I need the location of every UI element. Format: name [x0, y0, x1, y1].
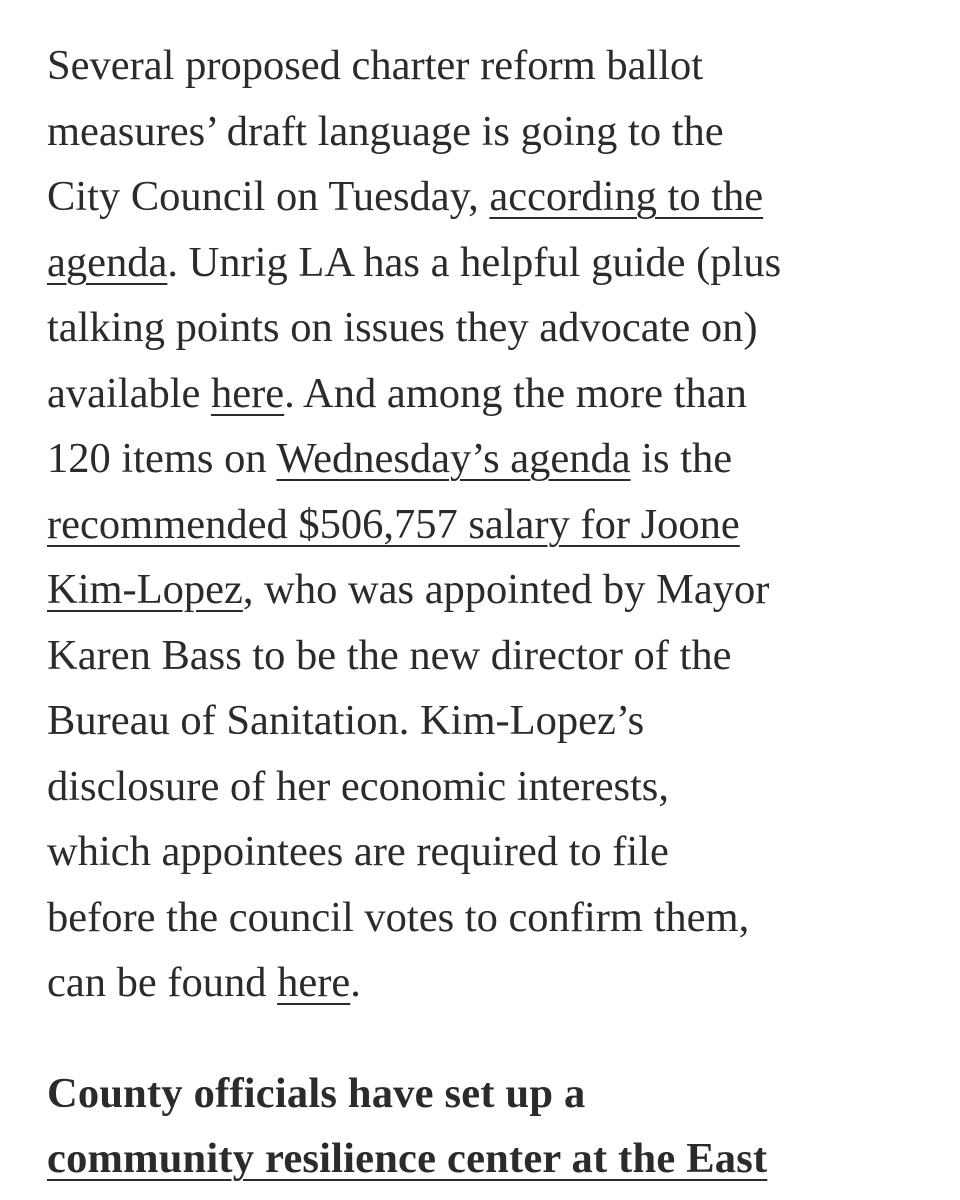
- text-line: [47, 361, 947, 427]
- text-line: County officials have set up a: [47, 1069, 586, 1117]
- text-line: [47, 950, 947, 1016]
- link-according-to-the-agenda[interactable]: agenda: [47, 238, 168, 286]
- paragraph-resilience-center: [47, 1061, 947, 1192]
- text-segment: .: [350, 959, 361, 1006]
- link-community-resilience-center[interactable]: community resilience center at the East: [47, 1135, 768, 1182]
- text-line: measures’ draft language is going to the: [47, 107, 724, 155]
- link-wednesdays-agenda[interactable]: Wednesday’s agenda: [276, 435, 631, 482]
- text-segment: can be found: [47, 959, 278, 1006]
- text-segment: is the: [630, 435, 733, 482]
- link-according-to-the-agenda[interactable]: according to the: [489, 173, 764, 220]
- text-segment: . And among the more than: [284, 369, 747, 417]
- text-line: Several proposed charter reform ballot: [47, 42, 704, 89]
- text-segment: City Council on Tuesday,: [47, 173, 490, 220]
- text-segment: available: [47, 369, 212, 417]
- text-line: [47, 1126, 947, 1192]
- text-segment: . Unrig LA has a helpful guide (plus: [167, 238, 782, 286]
- text-line: which appointees are required to file: [47, 828, 669, 875]
- text-segment: 120 items on: [47, 435, 277, 482]
- text-line: [47, 492, 947, 558]
- link-recommended-salary[interactable]: Kim-Lopez: [47, 566, 243, 613]
- text-line: [47, 164, 947, 230]
- text-line: [47, 230, 947, 296]
- link-disclosure-here[interactable]: here: [277, 959, 351, 1006]
- text-line: Karen Bass to be the new director of the: [47, 631, 732, 679]
- text-line: [47, 426, 947, 492]
- text-line: talking points on issues they advocate on): [47, 304, 758, 351]
- text-line: before the council votes to confirm them,: [47, 893, 750, 941]
- text-segment: , who was appointed by Mayor: [242, 566, 770, 613]
- text-line: disclosure of her economic interests,: [47, 762, 669, 810]
- text-line: Bureau of Sanitation. Kim-Lopez’s: [47, 697, 645, 744]
- article-body: [47, 33, 947, 1192]
- link-unrig-la-guide[interactable]: here: [211, 369, 285, 417]
- text-line: [47, 557, 947, 623]
- paragraph-charter-reform: [47, 33, 947, 1016]
- link-recommended-salary[interactable]: recommended $506,757 salary for Joone: [47, 500, 740, 548]
